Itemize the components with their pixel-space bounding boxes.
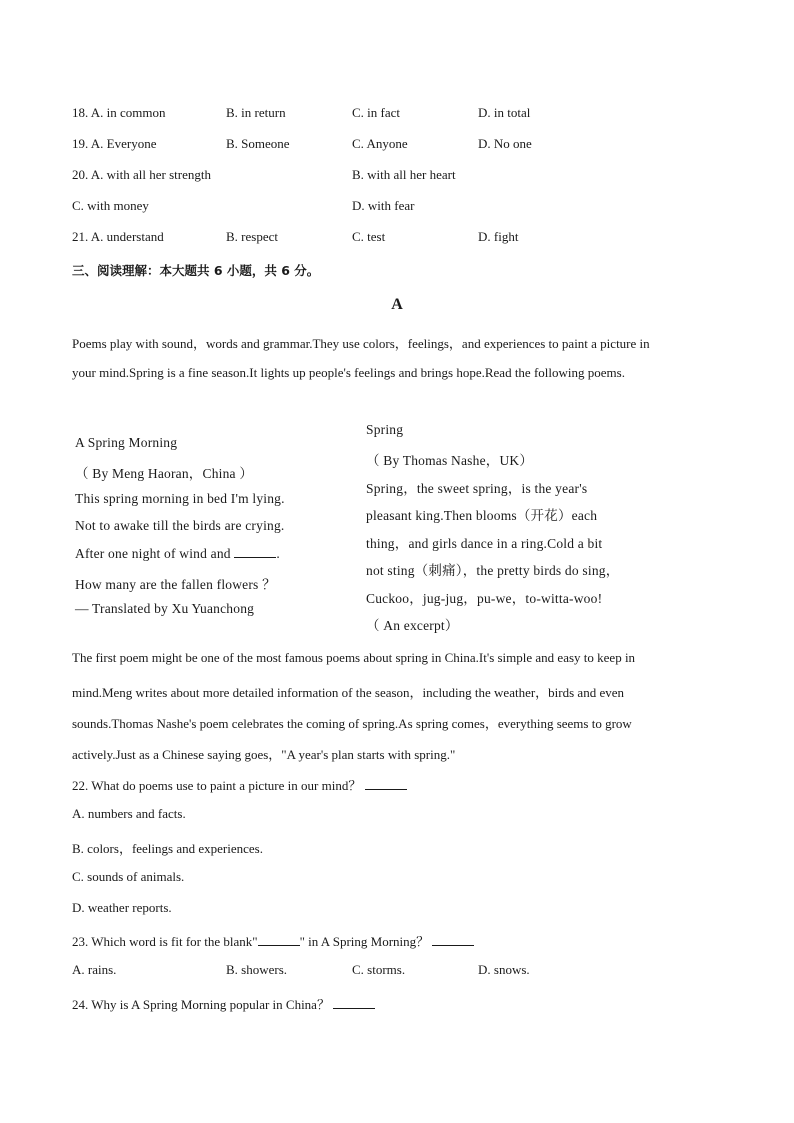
q23-option-b: B. showers.: [226, 962, 288, 977]
q22-option-a: A. numbers and facts.: [72, 806, 186, 821]
after-line-2: mind.Meng writes about more detailed information of the season，including the weather，birds and even: [72, 685, 624, 700]
q22-stem: [72, 775, 407, 794]
poem1-line-4: How many are the fallen flowers ？: [75, 577, 276, 592]
intro-line-2: your mind.Spring is a fine season.It lights up people's feelings and brings hope.Read the following poems.: [72, 365, 625, 380]
q19-option-c: C. Anyone: [352, 136, 408, 151]
poem2-author: （ By Thomas Nashe，UK）: [366, 453, 534, 468]
q24-stem: [72, 994, 375, 1013]
poem1-line-3-text: After one night of wind and: [75, 546, 231, 561]
q21-option-c: C. test: [352, 229, 386, 244]
q24-answer-blank: [333, 998, 375, 1009]
q18-option-d: D. in total: [478, 105, 531, 120]
q23-inline-blank: [258, 935, 300, 946]
q23-option-d: D. snows.: [478, 962, 530, 977]
poem2-line-4: not sting（刺痛），the pretty birds do sing，: [366, 563, 620, 578]
poem1-translator: — Translated by Xu Yuanchong: [75, 601, 255, 616]
q22-option-d: D. weather reports.: [72, 900, 172, 915]
q22-option-c: C. sounds of animals.: [72, 869, 185, 884]
after-line-4: actively.Just as a Chinese saying goes，"A year's plan starts with spring.": [72, 747, 456, 762]
q21-option-b: B. respect: [226, 229, 278, 244]
q19-option-b: B. Someone: [226, 136, 290, 151]
poem1-title: A Spring Morning: [75, 435, 178, 450]
q24-stem-text: 24. Why is A Spring Morning popular in China？: [72, 997, 330, 1012]
q18-option-a: 18. A. in common: [72, 105, 166, 120]
q19-option-d: D. No one: [478, 136, 532, 151]
q22-answer-blank: [365, 779, 407, 790]
passage-title: A: [391, 296, 403, 313]
q19-option-a: 19. A. Everyone: [72, 136, 157, 151]
q23-stem: [72, 931, 474, 950]
q21-option-a: 21. A. understand: [72, 229, 164, 244]
after-line-3: sounds.Thomas Nashe's poem celebrates the coming of spring.As spring comes，everything seems to grow: [72, 716, 632, 731]
after-line-1: The first poem might be one of the most famous poems about spring in China.It's simple and easy to keep in: [72, 650, 636, 665]
poem2-line-3: thing，and girls dance in a ring.Cold a bit: [366, 536, 603, 551]
poem1-line-1: This spring morning in bed I'm lying.: [75, 491, 285, 506]
intro-line-1: Poems play with sound，words and grammar.They use colors，feelings，and experiences to paint a picture in: [72, 336, 650, 351]
q21-option-d: D. fight: [478, 229, 519, 244]
q23-answer-blank: [432, 935, 474, 946]
q20-option-d: D. with fear: [352, 198, 415, 213]
q23-option-a: A. rains.: [72, 962, 117, 977]
poem2-line-1: Spring，the sweet spring，is the year's: [366, 481, 588, 496]
poem2-title: Spring: [366, 422, 404, 437]
q20-option-c: C. with money: [72, 198, 149, 213]
poem2-line-2: pleasant king.Then blooms（开花）each: [366, 508, 598, 523]
q18-option-c: C. in fact: [352, 105, 401, 120]
poem2-line-6: （ An excerpt）: [366, 618, 459, 633]
q23-option-c: C. storms.: [352, 962, 406, 977]
q20-option-b: B. with all her heart: [352, 167, 456, 182]
q22-stem-text: 22. What do poems use to paint a picture in our mind？: [72, 778, 362, 793]
q23-stem-post: " in A Spring Morning？: [299, 934, 430, 949]
section-heading: 三、阅读理解：本大题共 6 小题，共 6 分。: [72, 263, 320, 278]
poem1-line-3: After one night of wind and .: [75, 546, 280, 561]
q22-option-b: B. colors，feelings and experiences.: [72, 841, 263, 856]
poem2-line-5: Cuckoo，jug-jug，pu-we，to-witta-woo!: [366, 591, 603, 606]
q20-option-a: 20. A. with all her strength: [72, 167, 212, 182]
q23-stem-pre: 23. Which word is fit for the blank": [72, 934, 258, 949]
answer-blank: [234, 547, 276, 558]
poem1-line-2: Not to awake till the birds are crying.: [75, 518, 285, 533]
poem1-author: （ By Meng Haoran，China ）: [75, 466, 254, 481]
q18-option-b: B. in return: [226, 105, 286, 120]
